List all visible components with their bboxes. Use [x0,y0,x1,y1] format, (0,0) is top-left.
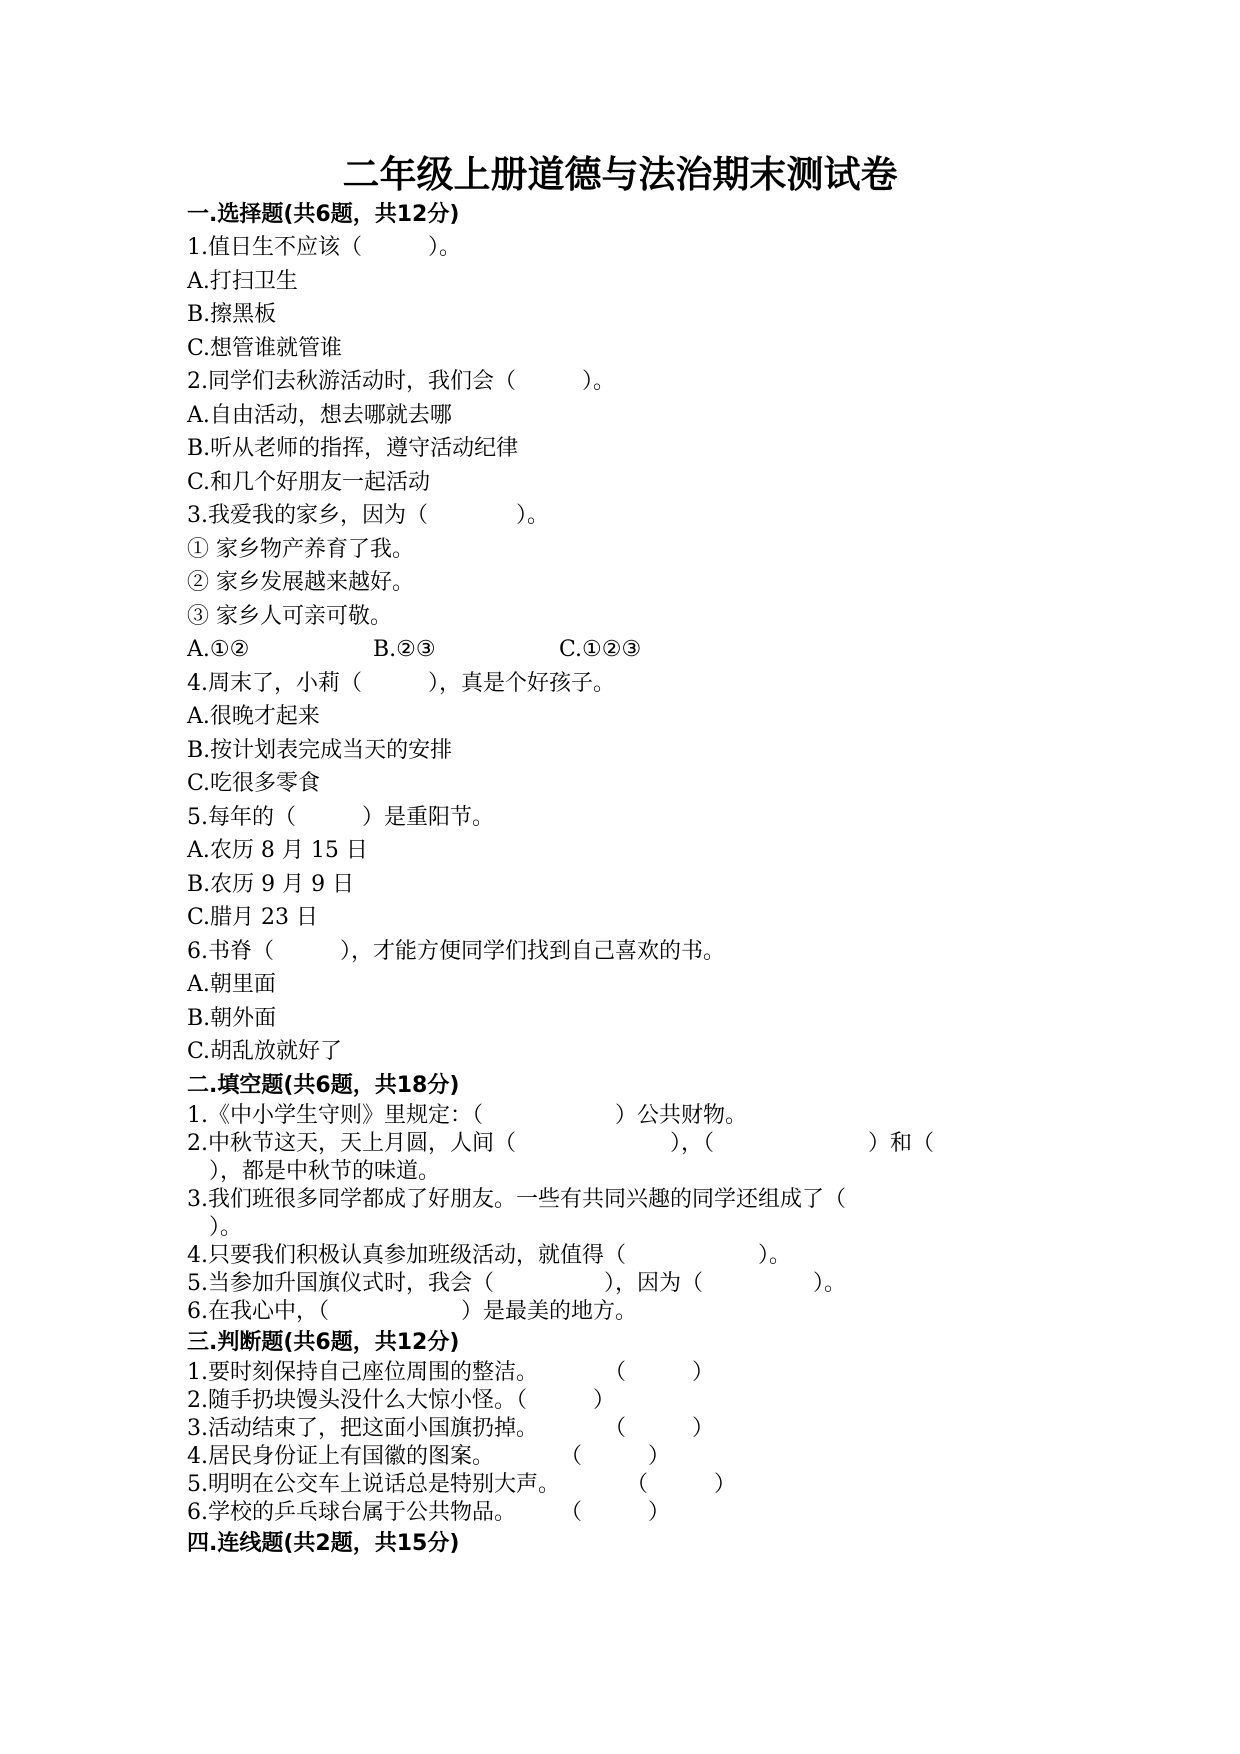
section-fill-heading: 二.填空题(共6题，共18分) [187,1072,460,1098]
option-b: B.朝外面 [187,1005,277,1031]
question-stem: 3.我爱我的家乡，因为（ ）。 [187,503,549,528]
question-judge-1: 1.要时刻保持自己座位周围的整洁。 （ ） [187,1359,714,1385]
question-judge-5: 5.明明在公交车上说话总是特别大声。 （ ） [187,1471,736,1497]
question-stem: 5.每年的（ ）是重阳节。 [187,804,494,830]
question-fill-2: 2.中秋节这天，天上月圆，人间（ ），（ ）和（ ），都是中秋节的味道。 [187,1130,934,1184]
option-b: B.按计划表完成当天的安排 [187,737,453,763]
option-a: A.打扫卫生 [187,268,298,294]
question-choice-6 [187,935,947,1069]
exam-content [187,198,947,1560]
question-choice-1 [187,231,947,365]
question-fill-1: 1.《中小学生守则》里规定：（ ）公共财物。 [187,1102,747,1128]
option-c: C.①②③ [559,637,642,662]
question-judge-6: 6.学校的乒乓球台属于公共物品。 （ ） [187,1499,670,1525]
section-match-heading: 四.连线题(共2题，共15分) [187,1530,460,1556]
option-a: A.很晚才起来 [187,704,320,729]
option-a: A.农历 8 月 15 日 [187,838,368,863]
options-row [187,633,947,667]
option-c: C.和几个好朋友一起活动 [187,469,431,495]
question-stem: 2.同学们去秋游活动时，我们会（ ）。 [187,369,615,394]
question-choice-2 [187,365,947,499]
question-fill-6: 6.在我心中，（ ）是最美的地方。 [187,1298,637,1324]
option-c: C.腊月 23 日 [187,905,319,930]
section-judge-heading: 三.判断题(共6题，共12分) [187,1329,460,1355]
question-fill-5: 5.当参加升国旗仪式时，我会（ ），因为（ ）。 [187,1270,846,1296]
question-fill-3: 3.我们班很多同学都成了好朋友。一些有共同兴趣的同学还组成了（ ）。 [187,1186,846,1240]
section-choice-heading: 一.选择题(共6题，共12分) [187,202,460,227]
exam-title: 二年级上册道德与法治期末测试卷 [342,152,898,196]
question-judge-3: 3.活动结束了，把这面小国旗扔掉。 （ ） [187,1415,714,1441]
option-b: B.农历 9 月 9 日 [187,871,355,897]
option-c: C.胡乱放就好了 [187,1039,343,1064]
question-judge-2: 2.随手扔块馒头没什么大惊小怪。（ ） [187,1387,615,1413]
option-a: A.自由活动，想去哪就去哪 [187,402,452,428]
statement-1: ① 家乡物产养育了我。 [187,536,414,562]
question-stem: 6.书脊（ ），才能方便同学们找到自己喜欢的书。 [187,938,725,964]
statement-3: ③ 家乡人可亲可敬。 [187,603,392,629]
option-c: C.想管谁就管谁 [187,335,343,361]
question-choice-3 [187,499,947,667]
option-b: B.②③ [373,637,436,662]
option-b: B.听从老师的指挥，遵守活动纪律 [187,436,519,461]
question-choice-4 [187,667,947,801]
question-stem: 4.周末了，小莉（ ），真是个好孩子。 [187,670,615,696]
option-a: A.①② [187,637,250,662]
statement-2: ② 家乡发展越来越好。 [187,570,414,595]
question-fill-4: 4.只要我们积极认真参加班级活动，就值得（ ）。 [187,1242,791,1268]
option-a: A.朝里面 [187,972,276,997]
question-stem: 1.值日生不应该（ ）。 [187,235,461,260]
option-b: B.擦黑板 [187,302,277,327]
question-choice-5 [187,801,947,935]
option-c: C.吃很多零食 [187,771,321,796]
question-judge-4: 4.居民身份证上有国徽的图案。 （ ） [187,1443,670,1469]
